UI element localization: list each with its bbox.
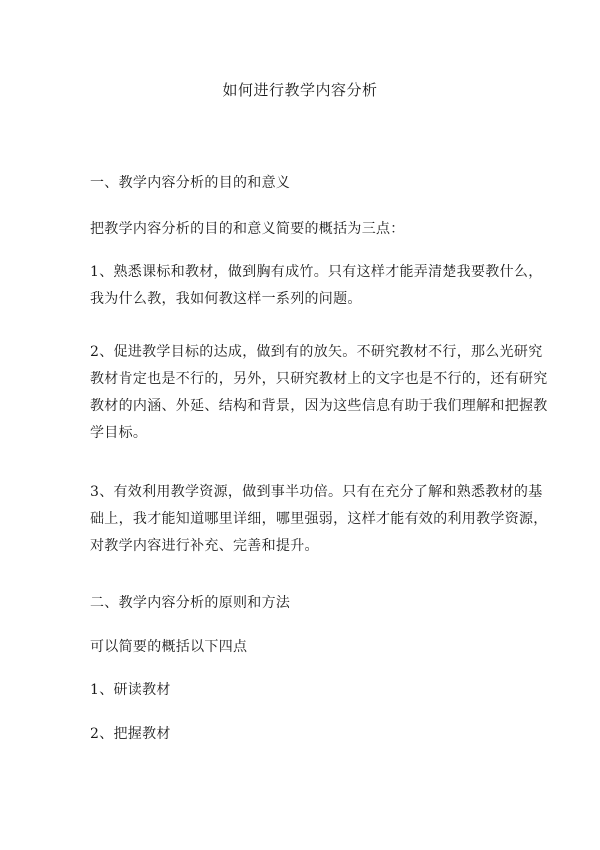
- section1-heading: 一、教学内容分析的目的和意义: [90, 175, 291, 191]
- section2-intro: 可以简要的概括以下四点: [90, 639, 248, 655]
- section1-point3: [90, 479, 548, 560]
- document-title: 如何进行教学内容分析: [222, 81, 378, 99]
- paragraph-line: 2、促进教学目标的达成，做到有的放矢。不研究教材不行，那么光研究: [90, 344, 543, 360]
- paragraph-line: 础上，我才能知道哪里详细，哪里强弱，这样才能有效的利用教学资源，: [90, 511, 548, 527]
- section1-point2: [90, 339, 548, 447]
- section1-point1: [90, 259, 543, 313]
- section2-heading: 二、教学内容分析的原则和方法: [90, 595, 291, 611]
- paragraph-line: 教材的内涵、外延、结构和背景，因为这些信息有助于我们理解和把握教: [90, 398, 548, 414]
- paragraph-line: 学目标。: [90, 425, 148, 441]
- paragraph-line: 我为什么教，我如何教这样一系列的问题。: [90, 291, 362, 307]
- section2-item2: 2、把握教材: [90, 726, 171, 742]
- section1-intro: 把教学内容分析的目的和意义简要的概括为三点：: [90, 221, 405, 237]
- paragraph-line: 3、有效利用教学资源，做到事半功倍。只有在充分了解和熟悉教材的基: [90, 484, 543, 500]
- paragraph-line: 1、熟悉课标和教材，做到胸有成竹。只有这样才能弄清楚我要教什么，: [90, 264, 543, 280]
- paragraph-line: 教材肯定也是不行的，另外，只研究教材上的文字也是不行的，还有研究: [90, 371, 548, 387]
- section2-item1: 1、研读教材: [90, 682, 171, 698]
- paragraph-line: 对教学内容进行补充、完善和提升。: [90, 538, 319, 554]
